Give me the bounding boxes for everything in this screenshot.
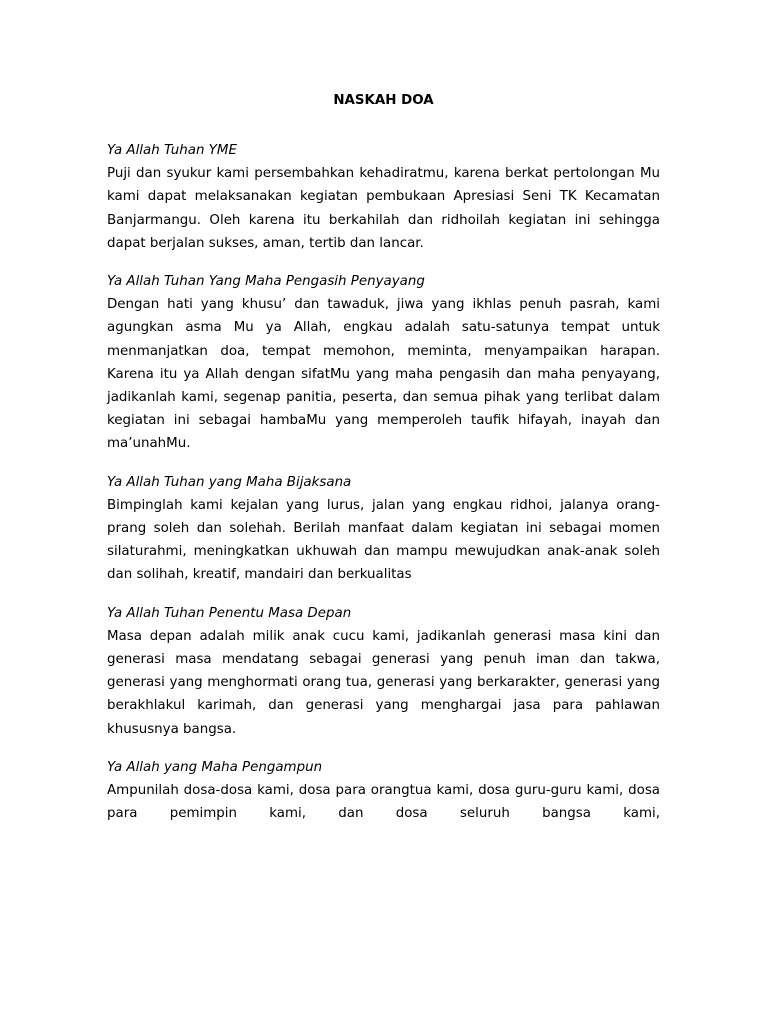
document-page [107, 92, 660, 840]
section-body: Dengan hati yang khusu’ dan tawaduk, jiwa yang ikhlas penuh pasrah, kami agungkan asma Mu ya Allah, engkau adalah satu-satunya tempat untuk menmanjatkan doa, tempat memohon, meminta, menyampaikan harapan. Karena itu ya Allah dengan sifatMu yang maha pengasih dan maha penyayang, jadikanlah kami, segenap panitia, peserta, dan semua pihak yang terlibat dalam kegiatan ini sebagai hambaMu yang memperoleh taufik hifayah, inayah dan ma’unahMu. [107, 297, 660, 452]
section-heading: Ya Allah Tuhan YME [107, 143, 237, 158]
prayer-section-1 [107, 139, 660, 255]
section-heading: Ya Allah Tuhan Penentu Masa Depan [107, 605, 352, 621]
section-body: Bimpinglah kami kejalan yang lurus, jalan yang engkau ridhoi, jalanya orang-prang soleh dan solehah. Berilah manfaat dalam kegiatan ini sebagai momen silaturahmi, meningkatkan ukhuwah dan mampu mewujudkan anak-anak soleh dan solihah, kreatif, mandairi dan berkualitas [107, 497, 660, 583]
section-body: Puji dan syukur kami persembahkan kehadiratmu, karena berkat pertolongan Mu kami dapat melaksanakan kegiatan pembukaan Apresiasi Seni TK Kecamatan Banjarmangu. Oleh karena itu berkahilah dan ridhoilah kegiatan ini sehingga dapat berjalan sukses, aman, tertib dan lancar. [107, 166, 660, 251]
section-heading: Ya Allah Tuhan yang Maha Bijaksana [107, 474, 352, 490]
document-title: NASKAH DOA [333, 93, 434, 108]
prayer-section-3 [107, 471, 660, 587]
section-body: Ampunilah dosa-dosa kami, dosa para orangtua kami, dosa guru-guru kami, dosa para pemimpin kami, dan dosa seluruh bangsa kami, [107, 783, 660, 822]
section-body: Masa depan adalah milik anak cucu kami, jadikanlah generasi masa kini dan generasi masa mendatang sebagai generasi yang penuh iman dan takwa, generasi yang menghormati orang tua, generasi yang berkarakter, generasi yang berakhlakul karimah, dan generasi yang menghargai jasa para pahlawan khususnya bangsa. [107, 628, 660, 737]
prayer-section-2 [107, 270, 660, 456]
section-heading: Ya Allah Tuhan Yang Maha Pengasih Penyayang [107, 274, 425, 290]
prayer-section-5 [107, 756, 660, 826]
prayer-section-4 [107, 602, 660, 741]
section-heading: Ya Allah yang Maha Pengampun [107, 759, 323, 775]
